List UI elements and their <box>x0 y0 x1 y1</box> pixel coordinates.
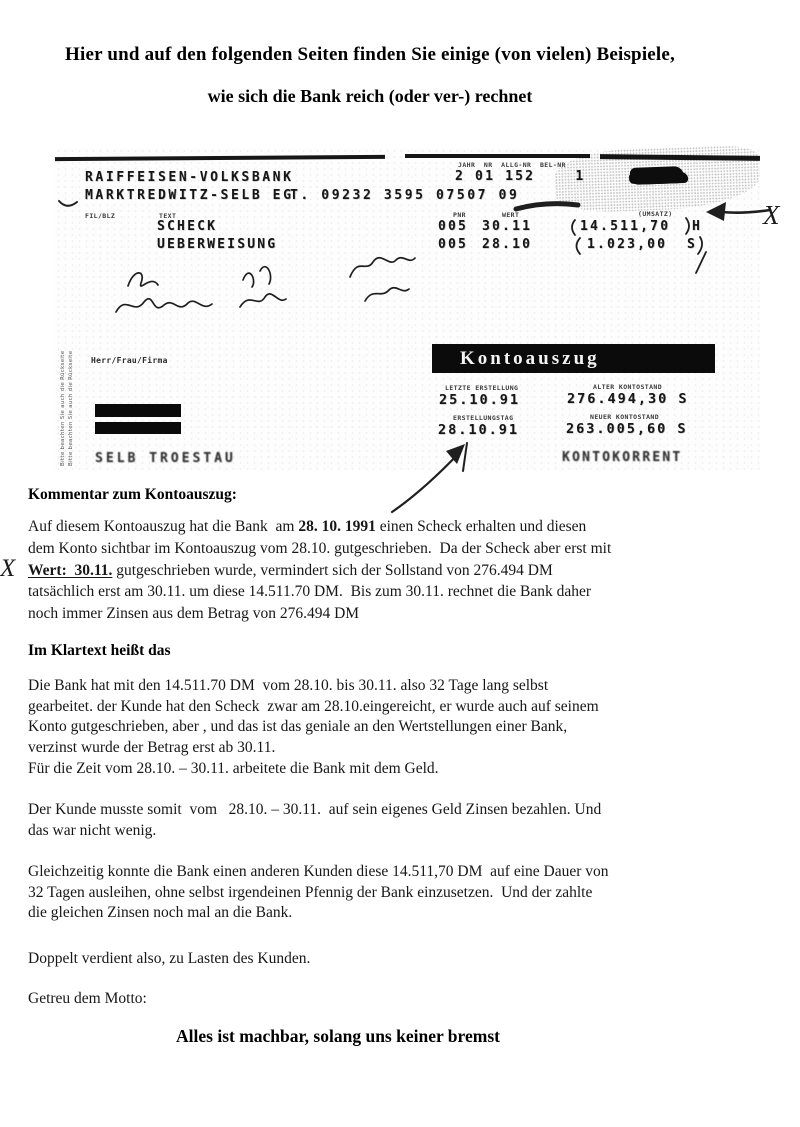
text-segment: einen Scheck erhalten und diesen <box>375 518 587 535</box>
row-amount: 14.511,70 <box>580 219 671 234</box>
col-label-text: TEXT <box>159 212 177 220</box>
bank-name-line1: RAIFFEISEN-VOLKSBANK <box>85 170 294 185</box>
row-wert: 28.10 <box>482 237 533 252</box>
col-label-wert: WERT <box>502 211 520 219</box>
text-line: Konto gutgeschrieben, aber , und das ist das geniale an den Wertstellungen einer Bank, <box>28 718 568 736</box>
text-line: verzinst wurde der Betrag erst ab 30.11. <box>28 739 276 757</box>
col-label-umsatz: (UMSATZ) <box>638 210 673 218</box>
addressee-line: Herr/Frau/Firma <box>91 356 168 365</box>
comment-heading: Kommentar zum Kontoauszug: <box>28 486 237 503</box>
col-label-fil-blz: FIL/BLZ <box>85 212 116 220</box>
alter-kontostand-label: ALTER KONTOSTAND <box>593 383 663 391</box>
text-segment: gutgeschrieben wurde, vermindert sich der Sollstand von 276.494 DM <box>112 561 553 579</box>
klartext-paragraph-1 <box>28 676 599 780</box>
handwritten-x-right: X <box>763 200 780 230</box>
redaction-bar <box>95 422 181 434</box>
row-pnr: 005 <box>438 237 469 252</box>
text-line: die gleichen Zinsen noch mal an die Bank. <box>28 904 293 922</box>
bold-underlined-wert: Wert: 30.11. <box>28 561 113 579</box>
row-amount: 1.023,00 <box>587 237 668 252</box>
handwritten-x-margin: X <box>0 555 16 582</box>
motto-intro: Getreu dem Motto: <box>28 990 147 1007</box>
text-line: gearbeitet. der Kunde hat den Scheck zwar am 28.10.eingereicht, er wurde auch auf seinem <box>28 697 599 715</box>
statement-footer-right: KONTOKORRENT <box>562 450 683 465</box>
alter-kontostand-value: 276.494,30 S <box>567 391 689 407</box>
closing-line: Doppelt verdient also, zu Lasten des Kunden. <box>28 950 311 967</box>
text-line: das war nicht wenig. <box>28 821 157 839</box>
letzte-erstellung-value: 25.10.91 <box>439 392 521 408</box>
erstellungstag-label: ERSTELLUNGSTAG <box>453 414 514 422</box>
side-fine-print <box>59 206 75 466</box>
row-text: UEBERWEISUNG <box>157 237 278 252</box>
comment-paragraph <box>28 516 611 625</box>
bank-statement-scan <box>55 148 760 470</box>
motto-line: Alles ist machbar, solang uns keiner bremst <box>176 1026 500 1046</box>
row-soll-haben: H <box>692 219 703 234</box>
neuer-kontostand-label: NEUER KONTOSTAND <box>590 413 660 421</box>
col-label-pnr: PNR <box>453 211 466 219</box>
redaction-blob <box>630 166 685 185</box>
row-text: SCHECK <box>157 219 218 234</box>
row-wert: 30.11 <box>482 219 533 234</box>
redaction-bar <box>95 404 181 417</box>
bank-phone: T. 09232 3595 07507 09 <box>290 188 520 203</box>
text-line: Für die Zeit vom 28.10. – 30.11. arbeitete die Bank mit dem Geld. <box>28 759 439 777</box>
text-line: Die Bank hat mit den 14.511.70 DM vom 28.10. bis 30.11. also 32 Tage lang selbst <box>28 677 549 694</box>
neuer-kontostand-value: 263.005,60 S <box>566 421 688 437</box>
erstellungstag-value: 28.10.91 <box>438 422 520 438</box>
text-line: dem Konto sichtbar im Kontoauszug vom 28.10. gutgeschrieben. Da der Scheck aber erst mit <box>28 539 612 557</box>
doc-header-labels: JAHR NR ALLG-NR BEL-NR <box>458 161 566 169</box>
side-fine-print-line: Bitte beachten Sie auch die Rückseite <box>68 350 74 466</box>
klartext-paragraph-2 <box>28 800 601 841</box>
side-fine-print-line: Bitte beachten Sie auch die Rückseite <box>60 350 66 466</box>
text-line <box>28 516 611 538</box>
text-line: tatsächlich erst am 30.11. um diese 14.511.70 DM. Bis zum 30.11. rechnet die Bank daher <box>28 583 592 601</box>
text-line: noch immer Zinsen aus dem Betrag von 276.494 DM <box>28 605 360 623</box>
klartext-paragraph-3 <box>28 862 609 924</box>
letzte-erstellung-label: LETZTE ERSTELLUNG <box>445 384 519 392</box>
text-line: 32 Tagen ausleihen, ohne selbst irgendeinen Pfennig der Bank einzusetzen. Und der zahlte <box>28 883 593 901</box>
bold-date: 28. 10. 1991 <box>298 518 376 535</box>
page-title-line1: Hier und auf den folgenden Seiten finden Sie einige (von vielen) Beispiele, <box>64 44 675 65</box>
doc-header-values: 2 01 152 1 <box>455 169 586 184</box>
page-title-line2: wie sich die Bank reich (oder ver-) rechnet <box>207 86 533 106</box>
bank-name-line2: MARKTREDWITZ-SELB EG <box>85 188 294 203</box>
row-pnr: 005 <box>438 219 469 234</box>
text-line: Gleichzeitig konnte die Bank einen anderen Kunden diese 14.511,70 DM auf eine Dauer von <box>28 863 609 880</box>
kontoauszug-banner: Kontoauszug <box>432 344 715 373</box>
text-line <box>28 560 611 582</box>
scan-edge-artifact <box>55 155 385 161</box>
text-line: Der Kunde musste somit vom 28.10. – 30.11. auf sein eigenes Geld Zinsen bezahlen. Und <box>28 801 602 818</box>
text-segment: Auf diesem Kontoauszug hat die Bank am <box>28 518 299 535</box>
row-soll-haben: S <box>687 237 698 252</box>
klartext-heading: Im Klartext heißt das <box>28 642 171 659</box>
statement-footer-left: SELB TROESTAU <box>95 451 236 466</box>
scan-edge-artifact <box>405 154 590 158</box>
